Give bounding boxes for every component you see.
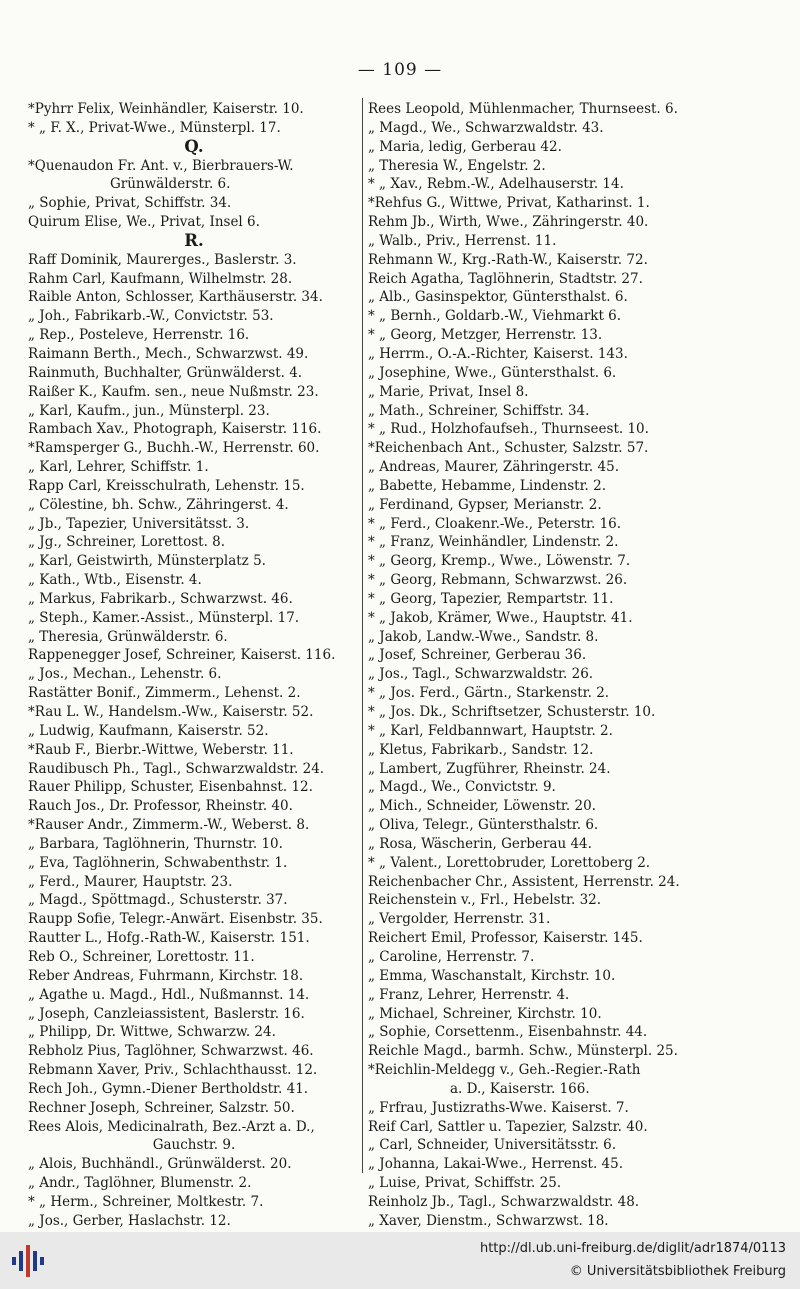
- directory-entry: „ Jb., Tapezier, Universitätsst. 3.: [28, 515, 250, 532]
- directory-entry: Reichenstein v., Frl., Hebelstr. 32.: [368, 892, 602, 909]
- directory-entry: Rauch Jos., Dr. Professor, Rheinstr. 40.: [28, 798, 293, 815]
- directory-entry: *Raub F., Bierbr.-Wittwe, Weberstr. 11.: [28, 741, 294, 758]
- page-number: — 109 —: [357, 60, 443, 80]
- directory-entry: „ Caroline, Herrenstr. 7.: [368, 948, 535, 965]
- directory-entry: * „ Georg, Metzger, Herrenstr. 13.: [368, 327, 603, 344]
- directory-entry: „ Johanna, Lakai-Wwe., Herrenst. 45.: [368, 1156, 624, 1173]
- directory-entry: Rebholz Pius, Taglöhner, Schwarzwst. 46.: [28, 1043, 314, 1060]
- directory-entry: „ Carl, Schneider, Universitätsstr. 6.: [368, 1137, 617, 1154]
- directory-entry: „ Walb., Priv., Herrenst. 11.: [368, 232, 557, 249]
- directory-entry: * „ Ferd., Cloakenr.-We., Peterstr. 16.: [368, 515, 622, 532]
- viewer-footer: [0, 1232, 800, 1289]
- directory-entry: Rautter L., Hofg.-Rath-W., Kaiserstr. 151.: [28, 930, 310, 947]
- directory-entry: * „ Franz, Weinhändler, Lindenstr. 2.: [368, 534, 619, 551]
- directory-entry: „ Karl, Geistwirth, Münsterplatz 5.: [28, 553, 266, 570]
- section-letter-heading: R.: [184, 231, 204, 250]
- directory-entry: „ Jos., Tagl., Schwarzwaldstr. 26.: [368, 666, 594, 683]
- directory-entry: „ Alb., Gasinspektor, Güntersthalst. 6.: [368, 289, 628, 306]
- directory-entry: * „ Valent., Lorettobruder, Lorettoberg 2.: [368, 854, 651, 871]
- directory-entry: *Rehfus G., Wittwe, Privat, Katharinst. 1.: [368, 195, 650, 212]
- directory-entry: „ Maria, ledig, Gerberau 42.: [368, 138, 562, 155]
- directory-entry: Raimann Berth., Mech., Schwarzwst. 49.: [28, 345, 309, 362]
- directory-entry: * „ F. X., Privat-Wwe., Münsterpl. 17.: [28, 119, 281, 136]
- directory-entry: „ Andreas, Maurer, Zähringerstr. 45.: [368, 459, 619, 476]
- directory-entry: „ Eva, Taglöhnerin, Schwabenthstr. 1.: [28, 854, 288, 871]
- directory-entry: Quirum Elise, We., Privat, Insel 6.: [28, 214, 260, 231]
- directory-entry: Rapp Carl, Kreisschulrath, Lehenstr. 15.: [28, 477, 305, 494]
- directory-entry: * „ Karl, Feldbannwart, Hauptstr. 2.: [368, 722, 613, 739]
- directory-entry: „ Markus, Fabrikarb., Schwarzwst. 46.: [28, 590, 293, 607]
- directory-entry: Rehm Jb., Wirth, Wwe., Zähringerstr. 40.: [368, 214, 649, 231]
- directory-entry: Raupp Sofie, Telegr.-Anwärt. Eisenbstr. 35.: [28, 911, 323, 928]
- directory-entry: „ Herrm., O.-A.-Richter, Kaiserst. 143.: [368, 345, 628, 362]
- directory-entry: „ Magd., We., Convictstr. 9.: [368, 779, 556, 796]
- directory-entry: * „ Rud., Holzhofaufseh., Thurnseest. 10.: [368, 421, 649, 438]
- directory-entry: „ Jakob, Landw.-Wwe., Sandstr. 8.: [368, 628, 599, 645]
- directory-entry: „ Math., Schreiner, Schiffstr. 34.: [368, 402, 590, 419]
- directory-entry: Rees Alois, Medicinalrath, Bez.-Arzt a. D.,: [28, 1118, 315, 1135]
- section-letter-heading: Q.: [184, 137, 204, 156]
- directory-entry: Raißer K., Kaufm. sen., neue Nußmstr. 23.: [28, 383, 319, 400]
- directory-entry: „ Frfrau, Justizraths-Wwe. Kaiserst. 7.: [368, 1099, 629, 1116]
- directory-entry: „ Joseph, Canzleiassistent, Baslerstr. 16.: [28, 1005, 305, 1022]
- directory-entry: * „ Georg, Kremp., Wwe., Löwenstr. 7.: [368, 553, 631, 570]
- copyright-notice: © Universitätsbibliothek Freiburg: [569, 1264, 786, 1279]
- directory-entry: Rees Leopold, Mühlenmacher, Thurnseest. 6.: [368, 101, 678, 117]
- directory-entry: „ Jg., Schreiner, Lorettost. 8.: [28, 534, 226, 551]
- directory-entry: Rech Joh., Gymn.-Diener Bertholdstr. 41.: [28, 1080, 309, 1097]
- directory-entry: „ Magd., We., Schwarzwaldstr. 43.: [368, 119, 604, 136]
- directory-entry: „ Steph., Kamer.-Assist., Münsterpl. 17.: [28, 609, 300, 626]
- directory-entry: „ Josef, Schreiner, Gerberau 36.: [368, 647, 587, 664]
- library-logo-icon: [10, 1243, 52, 1279]
- directory-entry: Rahm Carl, Kaufmann, Wilhelmstr. 28.: [28, 270, 293, 287]
- directory-entry: Reif Carl, Sattler u. Tapezier, Salzstr. 40.: [368, 1118, 648, 1135]
- directory-entry: „ Kath., Wtb., Eisenstr. 4.: [28, 572, 202, 589]
- directory-entry: „ Ferdinand, Gypser, Merianstr. 2.: [368, 496, 602, 513]
- directory-entry: Reinholz Jb., Tagl., Schwarzwaldstr. 48.: [368, 1193, 640, 1210]
- right-column: [368, 100, 692, 1268]
- directory-entry: Gauchstr. 9.: [152, 1137, 236, 1154]
- directory-entry: Raudibusch Ph., Tagl., Schwarzwaldstr. 24.: [28, 760, 325, 777]
- directory-entry: *Pyhrr Felix, Weinhändler, Kaiserstr. 10.: [28, 101, 304, 117]
- directory-entry: „ Sophie, Corsettenm., Eisenbahnstr. 44.: [368, 1024, 648, 1041]
- directory-entry: * „ Georg, Tapezier, Rempartstr. 11.: [368, 590, 614, 607]
- directory-entry: * „ Herm., Schreiner, Moltkestr. 7.: [28, 1193, 264, 1210]
- directory-entry: Reichenbacher Chr., Assistent, Herrenstr. 24.: [368, 873, 680, 890]
- directory-entry: a. D., Kaiserstr. 166.: [450, 1080, 590, 1097]
- directory-entry: Reich Agatha, Taglöhnerin, Stadtstr. 27.: [368, 270, 643, 287]
- directory-entry: Rainmuth, Buchhalter, Grünwälderst. 4.: [28, 364, 303, 381]
- directory-entry: Raible Anton, Schlosser, Karthäuserstr. 34.: [28, 289, 323, 306]
- left-column: [28, 100, 360, 1249]
- directory-entry: „ Barbara, Taglöhnerin, Thurnstr. 10.: [28, 835, 283, 852]
- directory-entry: „ Emma, Waschanstalt, Kirchstr. 10.: [368, 967, 616, 984]
- directory-entry: *Ramsperger G., Buchh.-W., Herrenstr. 60.: [28, 440, 320, 457]
- directory-entry: * „ Jos. Dk., Schriftsetzer, Schusterstr. 10.: [368, 704, 656, 720]
- directory-entry: „ Karl, Kaufm., jun., Münsterpl. 23.: [28, 402, 270, 419]
- directory-entry: „ Philipp, Dr. Wittwe, Schwarzw. 24.: [28, 1024, 276, 1041]
- directory-entry: „ Franz, Lehrer, Herrenstr. 4.: [368, 986, 570, 1003]
- directory-entry: Grünwälderstr. 6.: [110, 176, 231, 193]
- directory-entry: Rauer Philipp, Schuster, Eisenbahnst. 12.: [28, 779, 313, 796]
- directory-entry: *Rau L. W., Handelsm.-Ww., Kaiserstr. 52.: [28, 704, 314, 720]
- directory-entry: „ Magd., Spöttmagd., Schusterstr. 37.: [28, 892, 288, 909]
- directory-entry: „ Mich., Schneider, Löwenstr. 20.: [368, 798, 596, 815]
- directory-entry: „ Vergolder, Herrenstr. 31.: [368, 911, 551, 928]
- directory-entry: „ Andr., Taglöhner, Blumenstr. 2.: [28, 1175, 252, 1192]
- directory-entry: Rebmann Xaver, Priv., Schlachthausst. 12.: [28, 1062, 318, 1079]
- directory-entry: Rappenegger Josef, Schreiner, Kaiserst. 116.: [28, 647, 336, 664]
- directory-entry: * „ Jakob, Krämer, Wwe., Hauptstr. 41.: [368, 609, 633, 626]
- directory-entry: „ Jos., Mechan., Lehenstr. 6.: [28, 666, 222, 683]
- directory-entry: „ Theresia, Grünwälderstr. 6.: [28, 628, 228, 645]
- directory-entry: „ Lambert, Zugführer, Rheinstr. 24.: [368, 760, 611, 777]
- directory-entry: * „ Jos. Ferd., Gärtn., Starkenstr. 2.: [368, 685, 610, 702]
- directory-entry: * „ Georg, Rebmann, Schwarzwst. 26.: [368, 572, 628, 589]
- directory-entry: Rechner Joseph, Schreiner, Salzstr. 50.: [28, 1099, 295, 1116]
- directory-entry: * „ Xav., Rebm.-W., Adelhauserstr. 14.: [368, 176, 624, 193]
- directory-entry: „ Rep., Posteleve, Herrenstr. 16.: [28, 327, 250, 344]
- directory-entry: „ Xaver, Dienstm., Schwarzwst. 18.: [368, 1212, 609, 1229]
- directory-entry: „ Babette, Hebamme, Lindenstr. 2.: [368, 477, 607, 494]
- directory-entry: „ Luise, Privat, Schiffstr. 25.: [368, 1175, 562, 1192]
- directory-entry: „ Karl, Lehrer, Schiffstr. 1.: [28, 459, 209, 476]
- directory-entry: *Reichlin-Meldegg v., Geh.-Regier.-Rath: [368, 1062, 641, 1079]
- directory-entry: „ Alois, Buchhändl., Grünwälderst. 20.: [28, 1156, 292, 1173]
- directory-entry: Raff Dominik, Maurerges., Baslerstr. 3.: [28, 251, 297, 268]
- directory-entry: *Rauser Andr., Zimmerm.-W., Weberst. 8.: [28, 817, 310, 834]
- directory-entry: Reber Andreas, Fuhrmann, Kirchstr. 18.: [28, 967, 304, 984]
- directory-entry: „ Sophie, Privat, Schiffstr. 34.: [28, 195, 232, 212]
- directory-entry: „ Oliva, Telegr., Güntersthalstr. 6.: [368, 817, 599, 834]
- directory-entry: „ Joh., Fabrikarb.-W., Convictstr. 53.: [28, 308, 274, 325]
- column-divider: [362, 98, 363, 1173]
- directory-entry: „ Theresia W., Engelstr. 2.: [368, 157, 546, 174]
- directory-entry: Rambach Xav., Photograph, Kaiserstr. 116.: [28, 421, 322, 438]
- directory-entry: Reb O., Schreiner, Lorettostr. 11.: [28, 948, 255, 965]
- directory-entry: „ Josephine, Wwe., Güntersthalst. 6.: [368, 364, 617, 381]
- directory-entry: „ Michael, Schreiner, Kirchstr. 10.: [368, 1005, 602, 1022]
- directory-entry: „ Ferd., Maurer, Hauptstr. 23.: [28, 873, 233, 890]
- directory-entry: „ Agathe u. Magd., Hdl., Nußmannst. 14.: [28, 986, 310, 1003]
- directory-entry: „ Kletus, Fabrikarb., Sandstr. 12.: [368, 741, 594, 758]
- directory-entry: „ Cölestine, bh. Schw., Zähringerst. 4.: [28, 496, 289, 513]
- directory-entry: „ Ludwig, Kaufmann, Kaiserstr. 52.: [28, 722, 269, 739]
- directory-entry: „ Jos., Gerber, Haslachstr. 12.: [28, 1212, 231, 1229]
- directory-entry: *Quenaudon Fr. Ant. v., Bierbrauers-W.: [28, 157, 294, 174]
- directory-entry: Reichle Magd., barmh. Schw., Münsterpl. 25.: [368, 1043, 678, 1060]
- directory-entry: Rehmann W., Krg.-Rath-W., Kaiserstr. 72.: [368, 251, 648, 268]
- directory-entry: Rastätter Bonif., Zimmerm., Lehenst. 2.: [28, 685, 301, 702]
- directory-entry: *Reichenbach Ant., Schuster, Salzstr. 57.: [368, 440, 649, 457]
- document-url-link[interactable]: http://dl.ub.uni-freiburg.de/diglit/adr1874/0113: [479, 1241, 786, 1256]
- directory-entry: Reichert Emil, Professor, Kaiserstr. 145.: [368, 930, 643, 947]
- directory-entry: * „ Bernh., Goldarb.-W., Viehmarkt 6.: [368, 308, 622, 325]
- directory-entry: „ Rosa, Wäscherin, Gerberau 44.: [368, 835, 592, 852]
- directory-entry: „ Marie, Privat, Insel 8.: [368, 383, 529, 400]
